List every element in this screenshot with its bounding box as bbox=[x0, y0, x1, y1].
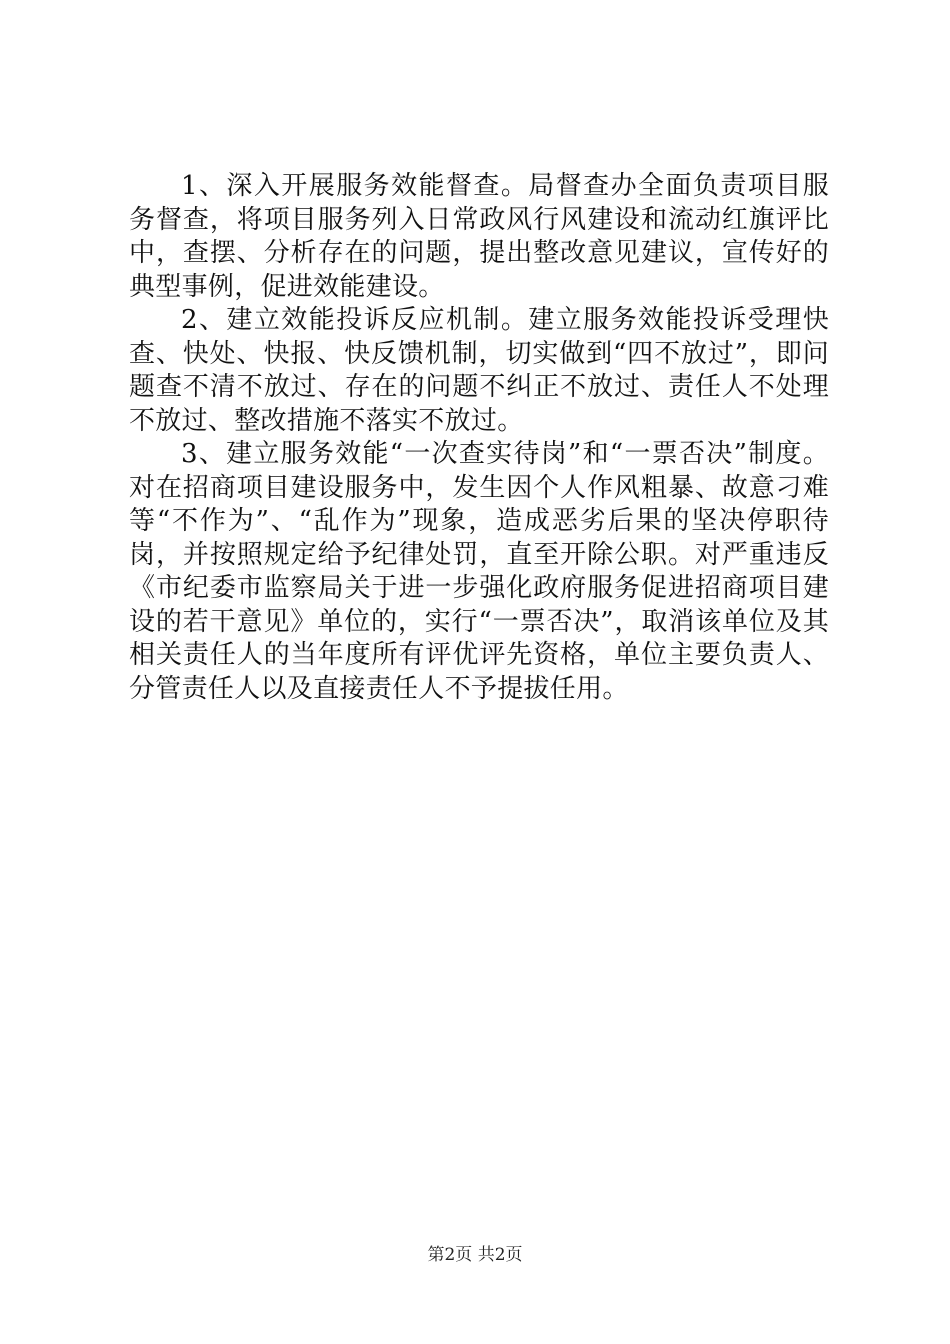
paragraph-3: 3、建立服务效能“一次查实待岗”和“一票否决”制度。对在招商项目建设服务中，发生因个人作风粗暴、故意刁难等“不作为”、“乱作为”现象，造成恶劣后果的坚决停职待岗，并按照规定给予纪律处罚，直至开除公职。对严重违反《市纪委市监察局关于进一步强化政府服务促进招商项目建设的若干意见》单位的，实行“一票否决”，取消该单位及其相关责任人的当年度所有评优评先资格，单位主要负责人、分管责任人以及直接责任人不予提拔任用。 bbox=[129, 439, 829, 704]
paragraph-1: 1、深入开展服务效能督查。局督查办全面负责项目服务督查，将项目服务列入日常政风行风建设和流动红旗评比中，查摆、分析存在的问题，提出整改意见建议，宣传好的典型事例，促进效能建设。 bbox=[129, 171, 829, 302]
document-body bbox=[129, 170, 829, 706]
page-footer: 第2页 共2页 bbox=[427, 1245, 523, 1265]
paragraph-2: 2、建立效能投诉反应机制。建立服务效能投诉受理快查、快处、快报、快反馈机制，切实做到“四不放过”，即问题查不清不放过、存在的问题不纠正不放过、责任人不处理不放过、整改措施不落实不放过。 bbox=[129, 305, 829, 436]
